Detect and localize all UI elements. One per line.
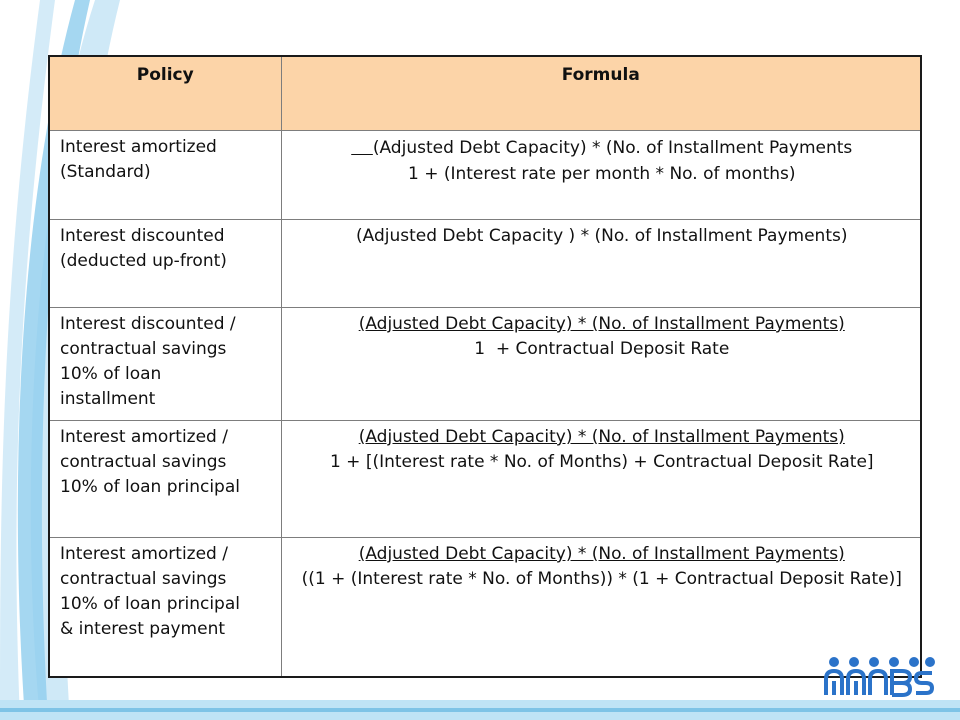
formula-denominator: ((1 + (Interest rate * No. of Months)) * (1 + Contractual Deposit Rate)]	[301, 569, 902, 589]
policy-text: Interest amortized /	[60, 427, 228, 447]
policy-text: Interest discounted	[60, 226, 225, 246]
table-row	[49, 538, 921, 678]
table-row	[49, 308, 921, 421]
policy-text: contractual savings	[60, 339, 227, 359]
table-row	[49, 220, 921, 308]
policy-column-header: Policy	[49, 56, 281, 131]
formula-numerator: (Adjusted Debt Capacity) * (No. of Installment Payments)	[358, 314, 845, 334]
policy-text: (deducted up-front)	[60, 251, 227, 271]
formula-denominator: 1 + (Interest rate per month * No. of months)	[407, 164, 796, 184]
table-row	[49, 131, 921, 220]
formula-cell	[281, 220, 921, 308]
formula-denominator: 1 + [(Interest rate * No. of Months) + Contractual Deposit Rate]	[329, 452, 874, 472]
formula-cell	[281, 308, 921, 421]
formula-numerator: (Adjusted Debt Capacity) * (No. of Installment Payments)	[358, 544, 845, 564]
policy-text: Interest amortized /	[60, 544, 228, 564]
formula-numerator: (Adjusted Debt Capacity) * (No. of Installment Payments)	[358, 427, 845, 447]
policy-text: Interest discounted /	[60, 314, 236, 334]
footer-bar	[0, 700, 960, 720]
policy-text: 10% of loan principal	[60, 594, 240, 614]
policy-text: 10% of loan principal	[60, 477, 240, 497]
formula-column-header: Formula	[281, 56, 921, 131]
policy-cell	[49, 308, 281, 421]
policy-formula-table	[48, 55, 922, 678]
formula-numerator: (Adjusted Debt Capacity ) * (No. of Installment Payments)	[356, 226, 848, 246]
policy-text: installment	[60, 389, 156, 409]
policy-cell	[49, 538, 281, 678]
formula-cell	[281, 131, 921, 220]
table-row	[49, 421, 921, 538]
table-header-row	[49, 56, 921, 131]
formula-cell	[281, 421, 921, 538]
policy-cell	[49, 131, 281, 220]
policy-text: & interest payment	[60, 619, 226, 639]
policy-cell	[49, 421, 281, 538]
formula-numerator: (Adjusted Debt Capacity) * (No. of Installment Payments	[372, 138, 853, 158]
policy-text: (Standard)	[60, 162, 151, 182]
formula-denominator: 1 + Contractual Deposit Rate	[474, 339, 730, 359]
policy-text: contractual savings	[60, 569, 227, 589]
policy-text: contractual savings	[60, 452, 227, 472]
policy-text: 10% of loan	[60, 364, 162, 384]
mfi-logo-icon	[822, 655, 938, 700]
policy-cell	[49, 220, 281, 308]
policy-text: Interest amortized	[60, 137, 217, 157]
